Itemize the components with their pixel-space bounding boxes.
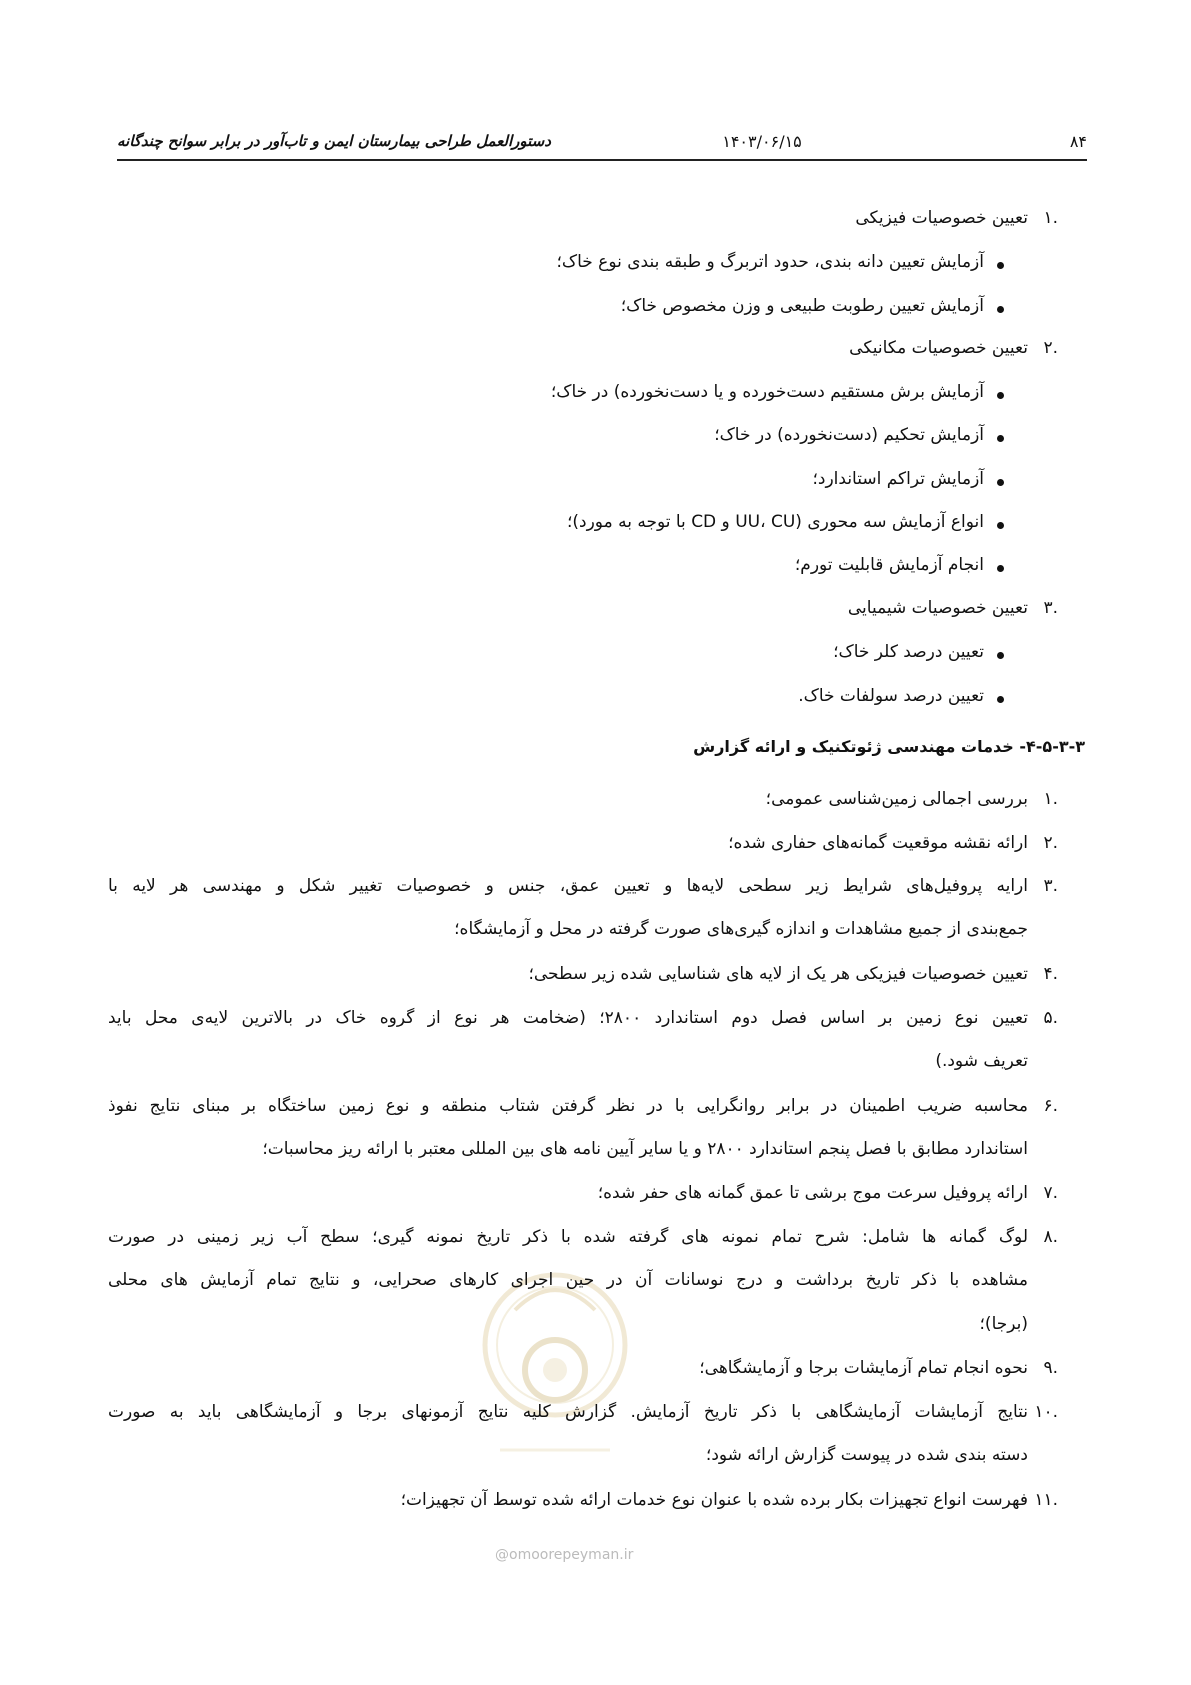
- bullet-dot: [997, 435, 1004, 442]
- list-item-text: تعیین نوع زمین بر اساس فصل دوم استاندارد ۲۸۰۰؛ (ضخامت هر نوع از گروه خاک در بالاترین لایه‌ی محل باید: [108, 1008, 1028, 1028]
- list-number: .۸: [1043, 1227, 1058, 1247]
- bullet-text: انجام آزمایش قابلیت تورم؛: [794, 555, 984, 575]
- bullet-text: آزمایش تعیین رطوبت طبیعی و وزن مخصوص خاک؛: [620, 296, 984, 316]
- list-item-text: نحوه انجام تمام آزمایشات برجا و آزمایشگاهی؛: [699, 1358, 1028, 1378]
- section-heading: ۴-۵-۳-۳- خدمات مهندسی ژئوتکنیک و ارائه گزارش: [693, 737, 1085, 756]
- list-item-text: تعیین خصوصیات مکانیکی: [849, 338, 1028, 358]
- list-item-text: بررسی اجمالی زمین‌شناسی عمومی؛: [765, 789, 1028, 809]
- bullet-text: آزمایش تعیین دانه بندی، حدود اتربرگ و طبقه بندی نوع خاک؛: [556, 252, 984, 272]
- list-number: .۲: [1043, 338, 1058, 358]
- bullet-text: انواع آزمایش سه محوری (UU، CU و CD با توجه به مورد)؛: [566, 512, 984, 532]
- header-divider: [117, 159, 1087, 161]
- list-number: .۲: [1043, 833, 1058, 853]
- list-number: .۱۰: [1034, 1402, 1058, 1422]
- list-number: .۳: [1043, 876, 1058, 896]
- header-date: ۱۴۰۳/۰۶/۱۵: [722, 132, 802, 151]
- list-item-text: ارایه پروفیل‌های شرایط زیر سطحی لایه‌ها و تعیین عمق، جنس و خصوصیات تغییر شکل و مهندسی هر لایه با: [108, 876, 1028, 896]
- bullet-dot: [997, 522, 1004, 529]
- document-title: دستورالعمل طراحی بیمارستان ایمن و تاب‌آور در برابر سوانح چندگانه: [117, 132, 551, 150]
- list-number: .۶: [1043, 1096, 1058, 1116]
- list-item-text: (برجا)؛: [979, 1314, 1028, 1334]
- list-number: .۴: [1043, 964, 1058, 984]
- list-number: .۹: [1043, 1358, 1058, 1378]
- bullet-dot: [997, 565, 1004, 572]
- page-number: ۸۴: [1069, 132, 1087, 151]
- bullet-text: آزمایش تراکم استاندارد؛: [812, 469, 984, 489]
- bullet-dot: [997, 262, 1004, 269]
- list-item-text: فهرست انواع تجهیزات بکار برده شده با عنوان نوع خدمات ارائه شده توسط آن تجهیزات؛: [400, 1490, 1028, 1510]
- bullet-text: تعیین درصد سولفات خاک.: [798, 686, 984, 706]
- list-item-text: نتایج آزمایشات آزمایشگاهی با ذکر تاریخ آزمایش. گزارش کلیه نتایج آزمونهای برجا و آزمایشگاهی باید به صورت: [108, 1402, 1028, 1422]
- list-item-text: جمع‌بندی از جمیع مشاهدات و اندازه گیری‌های صورت گرفته در محل و آزمایشگاه؛: [454, 919, 1028, 939]
- bullet-text: تعیین درصد کلر خاک؛: [833, 642, 984, 662]
- list-item-text: مشاهده با ذکر تاریخ برداشت و درج نوسانات آن در حین اجرای کارهای صحرایی، و نتایج تمام آزمایش های محلی: [108, 1270, 1028, 1290]
- list-number: .۵: [1043, 1008, 1058, 1028]
- list-number: .۱: [1043, 208, 1058, 228]
- list-item-text: ارائه نقشه موقعیت گمانه‌های حفاری شده؛: [728, 833, 1028, 853]
- list-item-text: تعریف شود.): [935, 1051, 1028, 1071]
- list-number: .۱: [1043, 789, 1058, 809]
- bullet-dot: [997, 392, 1004, 399]
- list-item-text: تعیین خصوصیات فیزیکی: [855, 208, 1028, 228]
- list-item-text: تعیین خصوصیات شیمیایی: [847, 598, 1028, 618]
- bullet-dot: [997, 652, 1004, 659]
- list-item-text: استاندارد مطابق با فصل پنجم استاندارد ۲۸۰۰ و یا سایر آیین نامه های بین المللی معتبر با ارائه ریز محاسبات؛: [262, 1139, 1028, 1159]
- list-item-text: تعیین خصوصیات فیزیکی هر یک از لایه های شناسایی شده زیر سطحی؛: [528, 964, 1028, 984]
- list-item-text: ارائه پروفیل سرعت موج برشی تا عمق گمانه های حفر شده؛: [597, 1183, 1028, 1203]
- bullet-dot: [997, 306, 1004, 313]
- list-item-text: دسته بندی شده در پیوست گزارش ارائه شود؛: [705, 1445, 1028, 1465]
- bullet-dot: [997, 479, 1004, 486]
- bullet-text: آزمایش برش مستقیم دست‌خورده و یا دست‌نخورده) در خاک؛: [550, 382, 984, 402]
- page-header: [117, 130, 1087, 158]
- list-item-text: لوگ گمانه ها شامل: شرح تمام نمونه های گرفته شده با ذکر تاریخ نمونه گیری؛ سطح آب زیر زمینی در صورت: [108, 1227, 1028, 1247]
- list-number: .۳: [1043, 598, 1058, 618]
- watermark-url: @omoorepeyman.ir: [495, 1547, 634, 1563]
- bullet-dot: [997, 696, 1004, 703]
- list-item-text: محاسبه ضریب اطمینان در برابر روانگرایی با در نظر گرفتن شتاب منطقه و نوع زمین ساختگاه بر مبنای نتایج نفوذ: [108, 1096, 1028, 1116]
- list-number: .۱۱: [1034, 1490, 1058, 1510]
- list-number: .۷: [1043, 1183, 1058, 1203]
- bullet-text: آزمایش تحکیم (دست‌نخورده) در خاک؛: [714, 425, 984, 445]
